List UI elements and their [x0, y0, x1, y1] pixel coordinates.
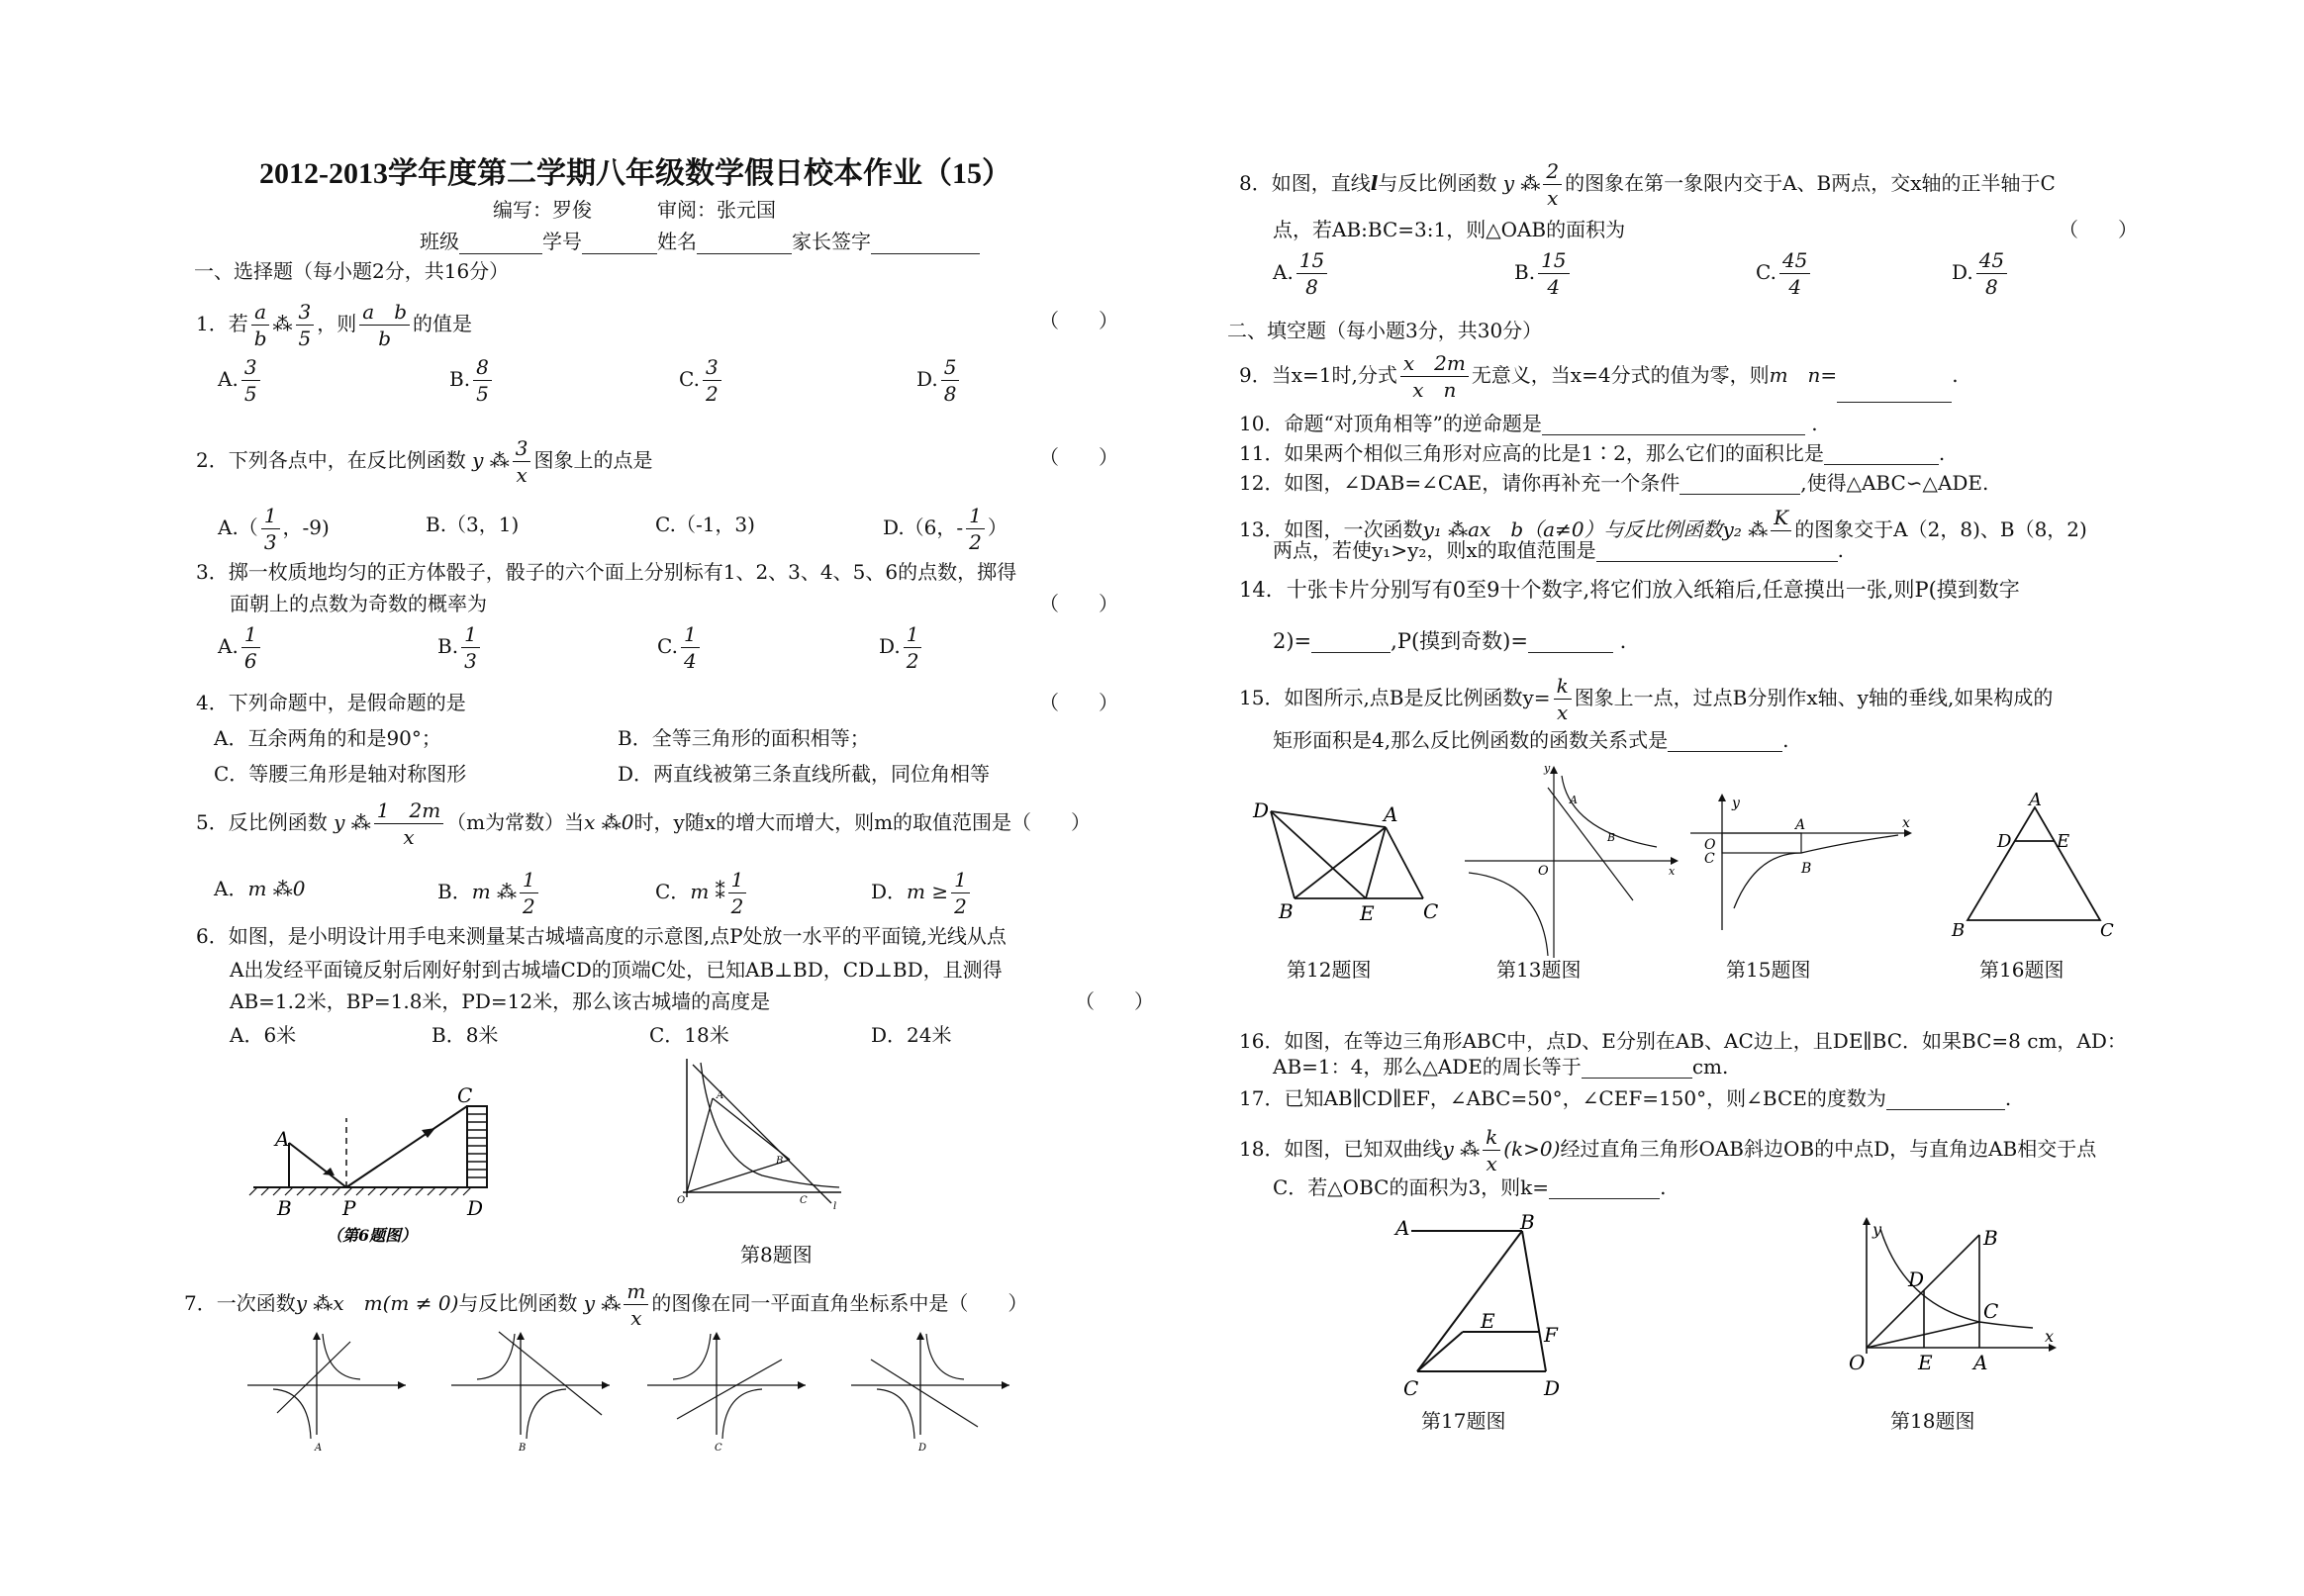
fig13-label-y: y — [1544, 762, 1551, 775]
q8-option-d[interactable]: D. $\frac{45}{8}$ — [1952, 247, 2010, 300]
q11-stem: 11．如果两个相似三角形对应高的比是1∶2，那么它们的面积比是 . — [1239, 441, 1946, 465]
id-blank[interactable] — [582, 232, 657, 254]
id-label: 学号 — [542, 230, 582, 253]
figure-q15 — [1684, 792, 1922, 940]
page-title: 2012-2013学年度第二学期八年级数学假日校本作业（15） — [259, 157, 1011, 190]
fig17-label-c: C — [1403, 1376, 1419, 1400]
q1-prefix: 1．若 — [196, 312, 248, 335]
q15-fn: $\frac{k}{x}$ — [1554, 673, 1572, 725]
q1-frac-35: $\frac{3}{5}$ — [296, 299, 315, 351]
q18-line2: C．若△OBC的面积为3，则k= . — [1273, 1175, 1667, 1199]
fig6-label-d: D — [467, 1196, 484, 1220]
q7-graph-c[interactable] — [647, 1324, 816, 1453]
fig18-label-e: E — [1918, 1351, 1933, 1374]
q17-stem: 17．已知AB∥CD∥EF，∠ABC=50°，∠CEF=150°，则∠BCE的度数为 . — [1239, 1086, 2012, 1110]
q5-option-c[interactable]: C．m ⁑ $\frac{1}{2}$ — [655, 867, 749, 919]
fig12-caption: 第12题图 — [1287, 958, 1372, 982]
q2-stem: 2．下列各点中，在反比例函数 y ⁂ $\frac{3}{x}$ 图象上的点是 — [196, 436, 653, 487]
q5-fn: $\frac{1 2m}{x}$ — [374, 798, 443, 850]
fig12-label-e: E — [1360, 901, 1375, 925]
q1-stem: 1．若 $\frac{a}{b}$ ⁂ $\frac{3}{5}$ ，则 $\frac{\text{a b}}{b}$ 的值是 — [196, 300, 473, 350]
q9-fn: $\frac{x 2m}{\text{x n}}$ — [1400, 350, 1469, 403]
q16-line1: 16．如图，在等边三角形ABC中，点D、E分别在AB、AC边上，且DE∥BC．如果BC=8 cm，AD： — [1239, 1029, 2127, 1053]
q13-fn: K — [1771, 505, 1791, 557]
q2-paren[interactable]: （ ） — [1039, 445, 1118, 469]
q4-option-c[interactable]: C．等腰三角形是轴对称图形 — [214, 762, 467, 786]
fig15-label-b: B — [1801, 861, 1812, 877]
q4-stem: 4．下列命题中，是假命题的是 — [196, 691, 466, 714]
q13-line1: 13．如图，一次函数y₁ ⁂ax b（a≠0）与反比例函数y₂ ⁂ K 的图象交于A（2，8)、B（8，2) — [1239, 505, 2087, 557]
q8-option-b[interactable]: B. $\frac{15}{4}$ — [1514, 247, 1573, 300]
q7-fn2: $\frac{m}{x}$ — [624, 1278, 648, 1331]
q6-option-c[interactable]: C．18米 — [649, 1023, 729, 1047]
q3-option-d[interactable]: D. $\frac{1}{2}$ — [879, 621, 924, 674]
q5-stem: 5．反比例函数 y ⁂ $\frac{1 2m}{x}$ （m为常数）当x ⁂0时，y随x的增大而增大，则m的取值范围是（ ） — [196, 798, 1092, 849]
fig17-label-e: E — [1481, 1309, 1495, 1333]
fig6-label-b: B — [277, 1196, 292, 1220]
q16-line2: AB=1：4，那么△ADE的周长等于 cm. — [1273, 1055, 1729, 1079]
fig13-caption: 第13题图 — [1496, 958, 1582, 982]
q1-frac-expr: $\frac{\text{a b}}{b}$ — [359, 299, 410, 351]
q16-blank[interactable] — [1582, 1056, 1692, 1079]
info-fields — [420, 226, 980, 254]
fig16-label-c: C — [2100, 920, 2114, 941]
q18-fn: $\frac{k}{x}$ — [1483, 1124, 1500, 1176]
q5-option-b[interactable]: B．m ⁂ $\frac{1}{2}$ — [437, 867, 541, 919]
fig8-caption: 第8题图 — [740, 1243, 813, 1267]
q3-option-b[interactable]: B. $\frac{1}{3}$ — [437, 621, 483, 674]
fig16-label-e: E — [2057, 831, 2070, 852]
q7-graph-d[interactable] — [851, 1324, 1019, 1453]
q18-blank[interactable] — [1549, 1176, 1660, 1199]
fig18-label-b: B — [1983, 1226, 1998, 1250]
fig18-label-x: x — [2045, 1327, 2055, 1346]
q8-option-a[interactable]: A. $\frac{15}{8}$ — [1273, 247, 1330, 300]
figure-q8 — [673, 1059, 851, 1217]
q1-frac-ab: $\frac{a}{b}$ — [251, 299, 270, 351]
q2-option-b[interactable]: B.（3，1) — [426, 513, 520, 536]
fig16-caption: 第16题图 — [1979, 958, 2064, 982]
q9-stem: 9．当x=1时,分式 $\frac{x 2m}{\text{x n}}$ 无意义，当x=4分式的值为零，则m n= . — [1239, 351, 1959, 402]
q10-stem: 10．命题“对顶角相等”的逆命题是 . — [1239, 412, 1818, 435]
q4-option-b[interactable]: B．全等三角形的面积相等； — [618, 726, 870, 750]
q17-blank[interactable] — [1886, 1087, 2005, 1110]
svg-text:A: A — [315, 1443, 323, 1454]
q3-option-c[interactable]: C. $\frac{1}{4}$ — [657, 621, 703, 674]
q14-blank-2[interactable] — [1528, 630, 1613, 653]
section-fill: 二、填空题（每小题3分，共30分） — [1227, 319, 1543, 342]
q10-blank[interactable] — [1542, 413, 1805, 435]
figure-q17 — [1395, 1210, 1593, 1403]
editor: 编写：罗俊 — [493, 198, 592, 222]
fig8-label-b: B — [776, 1156, 784, 1167]
reviewer: 审阅：张元国 — [657, 198, 776, 222]
fig18-caption: 第18题图 — [1890, 1409, 1975, 1433]
q5-option-d[interactable]: D．m ≥ $\frac{1}{2}$ — [871, 867, 973, 919]
q14-blank-1[interactable] — [1311, 630, 1391, 653]
fig18-label-a: A — [1973, 1351, 1988, 1374]
q4-paren[interactable]: （ ） — [1039, 691, 1118, 714]
q11-blank[interactable] — [1824, 442, 1939, 465]
q3-line1: 3．掷一枚质地均匀的正方体骰子，骰子的六个面上分别标有1、2、3、4、5、6的点数，掷得 — [196, 560, 1017, 584]
q5-option-a[interactable]: A．m ⁂0 — [214, 877, 306, 900]
fig16-label-a: A — [2029, 790, 2042, 810]
figure-q13 — [1459, 762, 1696, 960]
fig6-caption: （第6题图） — [327, 1226, 418, 1245]
fig18-label-d: D — [1908, 1267, 1925, 1291]
q8-fn: $\frac{2}{x}$ — [1543, 158, 1562, 211]
q2-option-d[interactable]: D.（6，- $\frac{1}{2}$ ） — [883, 504, 1008, 554]
fig15-label-y: y — [1732, 796, 1740, 811]
q4-option-d[interactable]: D．两直线被第三条直线所截，同位角相等 — [618, 762, 991, 786]
fig15-caption: 第15题图 — [1726, 958, 1811, 982]
fig16-label-b: B — [1952, 920, 1966, 941]
q1-option-c[interactable]: C. $\frac{3}{2}$ — [679, 354, 724, 407]
q1-option-b[interactable]: B. $\frac{8}{5}$ — [449, 354, 495, 407]
fig8-label-o: O — [677, 1195, 686, 1206]
q13-line2: 两点，若使y₁>y₂，则x的取值范围是 . — [1273, 538, 1845, 562]
q8-line2: 点，若AB:BC=3:1，则△OAB的面积为 — [1273, 218, 1626, 241]
q4-option-a[interactable]: A．互余两角的和是90°； — [214, 726, 441, 750]
q2-option-c[interactable]: C.（-1，3) — [655, 513, 755, 536]
q18-line1: 18．如图，已知双曲线y ⁂ $\frac{k}{x}$ (k>0)经过直角三角形OAB斜边OB的中点D，与直角边AB相交于点 — [1239, 1125, 2097, 1175]
fig15-label-a: A — [1795, 817, 1806, 833]
fig17-label-f: F — [1544, 1323, 1558, 1347]
section-choice: 一、选择题（每小题2分，共16分） — [194, 259, 510, 283]
svg-text:C: C — [715, 1443, 722, 1454]
fig12-label-a: A — [1384, 802, 1398, 826]
fig12-label-c: C — [1423, 899, 1439, 923]
fig18-label-o: O — [1849, 1351, 1866, 1374]
fig12-label-b: B — [1279, 899, 1294, 923]
figure-q6 — [247, 1079, 544, 1247]
q6-option-d[interactable]: D．24米 — [871, 1023, 952, 1047]
fig15-label-x: x — [1902, 815, 1910, 831]
fig8-label-a: A — [717, 1090, 724, 1101]
fig17-label-a: A — [1395, 1216, 1410, 1240]
q6-line1: 6．如图，是小明设计用手电来测量某古城墙高度的示意图,点P处放一水平的平面镜,光线从点 — [196, 924, 1007, 948]
q8-line1: 8．如图，直线l与反比例函数 y ⁂ $\frac{2}{x}$ 的图象在第一象限内交于A、B两点，交x轴的正半轴于C — [1239, 159, 2056, 210]
parent-sign-label: 家长签字 — [792, 230, 871, 253]
q8-paren[interactable]: （ ） — [2059, 218, 2138, 241]
fig6-label-p: P — [342, 1196, 356, 1220]
q3-option-a[interactable]: A. $\frac{1}{6}$ — [218, 621, 263, 674]
figure-q18 — [1841, 1215, 2068, 1393]
fig8-label-c: C — [800, 1195, 808, 1206]
fig8-label-l: l — [833, 1201, 837, 1212]
q6-line3: AB=1.2米，BP=1.8米，PD=12米，那么该古城墙的高度是 — [230, 989, 771, 1013]
fig17-caption: 第17题图 — [1421, 1409, 1506, 1433]
fig6-label-c: C — [457, 1083, 473, 1107]
name-blank[interactable] — [697, 232, 792, 254]
figure-q12 — [1249, 799, 1447, 928]
q6-paren[interactable]: （ ） — [1075, 989, 1154, 1013]
fig16-label-d: D — [1997, 831, 2012, 852]
q14-line1: 14．十张卡片分别写有0至9十个数字,将它们放入纸箱后,任意摸出一张,则P(摸到数字 — [1239, 578, 2020, 602]
fig13-label-x: x — [1669, 865, 1676, 878]
q3-paren[interactable]: （ ） — [1039, 592, 1118, 615]
q13-blank[interactable] — [1596, 539, 1838, 562]
q15-blank[interactable] — [1668, 729, 1782, 752]
q6-line2: A出发经平面镜反射后刚好射到古城墙CD的顶端C处，已知AB⊥BD，CD⊥BD，且测得 — [230, 958, 1003, 982]
fig13-label-b: B — [1607, 831, 1616, 844]
fig6-label-a: A — [275, 1127, 290, 1151]
q7-stem: 7．一次函数y ⁂x m(m ≠ 0)与反比例函数 y ⁂ $\frac{m}{x}$ 的图像在同一平面直角坐标系中是（ ） — [184, 1279, 1028, 1330]
q1-paren[interactable]: （ ） — [1039, 309, 1118, 332]
q14-line2: 2)= ,P(摸到奇数)= . — [1273, 629, 1627, 653]
fig18-label-y: y — [1872, 1220, 1882, 1239]
class-label: 班级 — [420, 230, 459, 253]
q15-line2: 矩形面积是4,那么反比例函数的函数关系式是 . — [1273, 728, 1789, 752]
fig12-label-d: D — [1253, 798, 1270, 822]
q1-option-a[interactable]: A. $\frac{3}{5}$ — [218, 354, 263, 407]
svg-text:B: B — [519, 1443, 527, 1454]
q7-graph-b[interactable] — [451, 1324, 620, 1453]
name-label: 姓名 — [657, 230, 697, 253]
fig13-label-o: O — [1538, 864, 1549, 879]
fig15-label-c: C — [1704, 851, 1715, 867]
svg-text:D: D — [918, 1443, 927, 1454]
q3-line2: 面朝上的点数为奇数的概率为 — [230, 592, 487, 615]
class-blank[interactable] — [459, 232, 542, 254]
q12-blank[interactable] — [1680, 472, 1800, 495]
parent-sign-blank[interactable] — [871, 232, 980, 254]
fig13-label-a: A — [1570, 794, 1578, 806]
q7-graph-a[interactable] — [247, 1324, 416, 1453]
fig15-label-o: O — [1704, 837, 1716, 853]
fig17-label-d: D — [1544, 1376, 1561, 1400]
q2-option-a[interactable]: A.（ $\frac{1}{3}$ ，-9) — [218, 504, 330, 554]
q2-fn: $\frac{3}{x}$ — [513, 435, 531, 488]
fig17-label-b: B — [1520, 1210, 1535, 1234]
q6-option-b[interactable]: B．8米 — [432, 1023, 499, 1047]
q8-option-c[interactable]: C. $\frac{45}{4}$ — [1756, 247, 1813, 300]
fig18-label-c: C — [1983, 1299, 1999, 1323]
q1-option-d[interactable]: D. $\frac{5}{8}$ — [916, 354, 962, 407]
q9-blank[interactable] — [1837, 380, 1952, 403]
q6-option-a[interactable]: A．6米 — [230, 1023, 297, 1047]
q15-line1: 15．如图所示,点B是反比例函数y= $\frac{k}{x}$ 图象上一点，过点B分别作x轴、y轴的垂线,如果构成的 — [1239, 674, 2054, 724]
q12-stem: 12．如图，∠DAB=∠CAE，请你再补充一个条件 ,使得△ABC∽△ADE. — [1239, 471, 1989, 495]
figure-q16 — [1946, 792, 2114, 940]
